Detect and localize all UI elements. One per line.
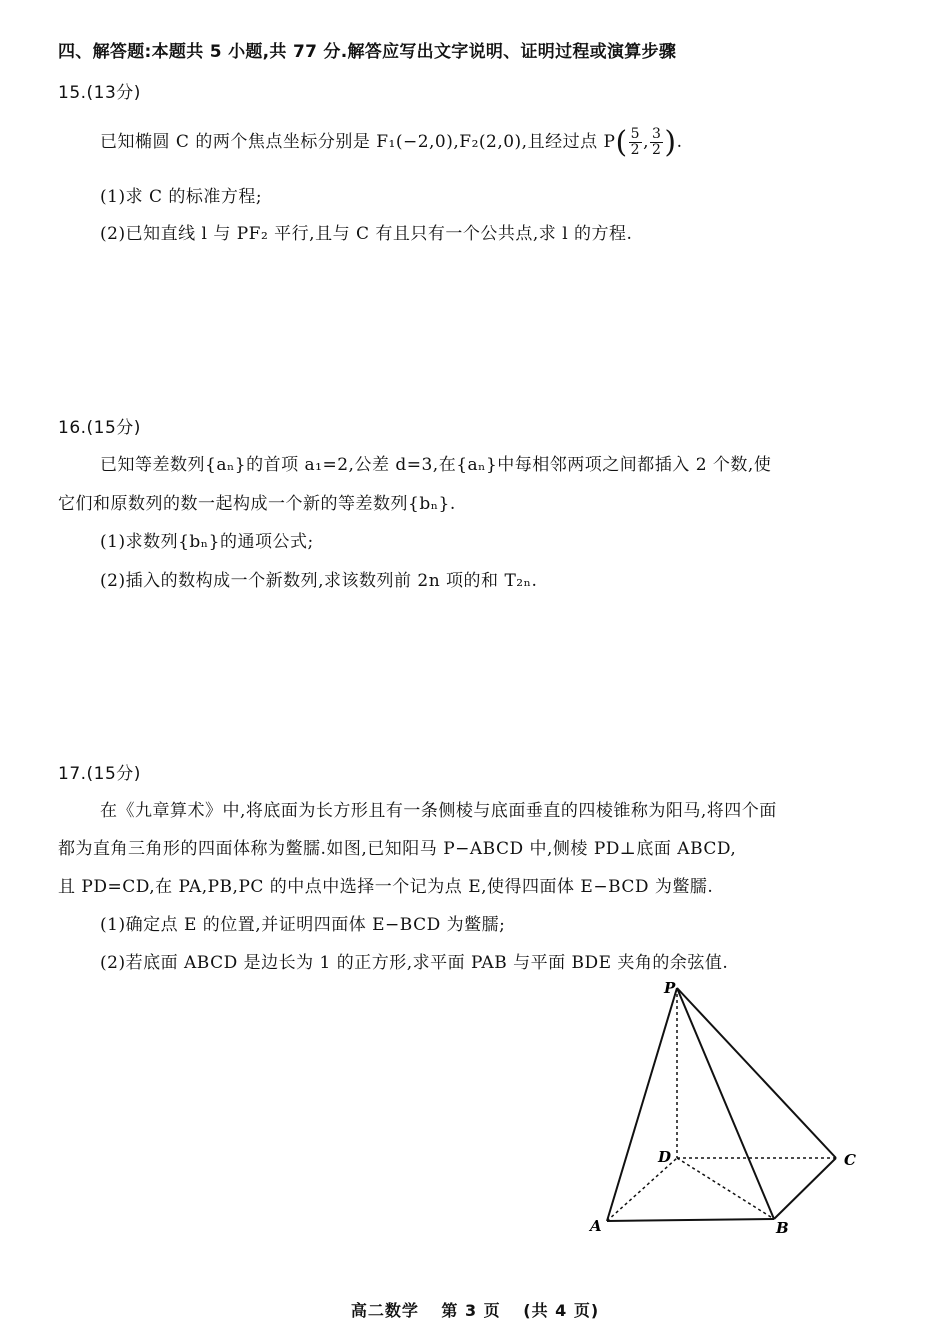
q15-stem: 已知椭圆 C 的两个焦点坐标分别是 F₁(−2,0),F₂(2,0),且经过点 P( $\frac{5}{2}$ , $\frac{3}{2}$ ). [100, 125, 683, 160]
section-heading: 四、解答题:本题共 5 小题,共 77 分.解答应写出文字说明、证明过程或演算步骤 [58, 42, 677, 62]
q16-line1: 已知等差数列{aₙ}的首项 a₁=2,公差 d=3,在{aₙ}中每相邻两项之间都插入 2 个数,使 [100, 455, 772, 475]
q15-part2: (2)已知直线 l 与 PF₂ 平行,且与 C 有且只有一个公共点,求 l 的方程. [100, 224, 633, 244]
footer-total-pages: (共 4 页) [523, 1301, 600, 1320]
q17-header: 17.(15分) [58, 764, 141, 784]
q15-header: 15.(13分) [58, 83, 141, 103]
q17-line3: 且 PD=CD,在 PA,PB,PC 的中点中选择一个记为点 E,使得四面体 E−BCD 为鳖臑. [58, 877, 714, 897]
q15-part1: (1)求 C 的标准方程; [100, 187, 263, 207]
footer-subject: 高二数学 [350, 1301, 419, 1320]
edge-bc [774, 1158, 836, 1219]
q16-line2: 它们和原数列的数一起构成一个新的等差数列{bₙ}. [58, 494, 456, 514]
vertex-label-a: A [590, 1217, 602, 1235]
pyramid-figure [580, 975, 880, 1235]
q15-frac-2 [650, 127, 663, 158]
edge-pc [677, 988, 836, 1158]
q15-paren-close: ) [664, 125, 677, 160]
q15-frac-2-den: 2 [651, 142, 662, 158]
vertex-label-c: C [844, 1151, 856, 1169]
q16-header: 16.(15分) [58, 418, 141, 438]
vertex-label-b: B [776, 1219, 789, 1235]
footer-page-number: 第 3 页 [441, 1301, 501, 1320]
edge-db [677, 1158, 774, 1219]
q15-stem-text: 已知椭圆 C 的两个焦点坐标分别是 F₁(−2,0),F₂(2,0),且经过点 P [100, 132, 616, 152]
edge-ab [607, 1219, 774, 1221]
vertex-label-d: D [658, 1148, 672, 1166]
q15-frac-1 [629, 127, 642, 158]
q16-part2: (2)插入的数构成一个新数列,求该数列前 2n 项的和 T₂ₙ. [100, 571, 538, 591]
edge-pb [677, 988, 774, 1219]
q15-stem-end: . [676, 132, 683, 152]
q17-part2: (2)若底面 ABCD 是边长为 1 的正方形,求平面 PAB 与平面 BDE 夹角的余弦值. [100, 953, 729, 973]
q15-frac-1-num: 5 [630, 126, 641, 142]
q16-part1: (1)求数列{bₙ}的通项公式; [100, 532, 314, 552]
page-footer [0, 1298, 950, 1321]
q15-frac-2-num: 3 [651, 126, 662, 142]
q17-line2: 都为直角三角形的四面体称为鳖臑.如图,已知阳马 P−ABCD 中,侧棱 PD⊥底面 ABCD, [58, 839, 737, 859]
q17-line1: 在《九章算术》中,将底面为长方形且有一条侧棱与底面垂直的四棱锥称为阳马,将四个面 [100, 801, 777, 821]
q15-frac-1-den: 2 [630, 142, 641, 158]
q15-paren-open: ( [615, 125, 628, 160]
vertex-label-p: P [664, 979, 676, 997]
edge-pa [607, 988, 677, 1221]
q17-part1: (1)确定点 E 的位置,并证明四面体 E−BCD 为鳖臑; [100, 915, 506, 935]
pyramid-svg [580, 975, 880, 1235]
